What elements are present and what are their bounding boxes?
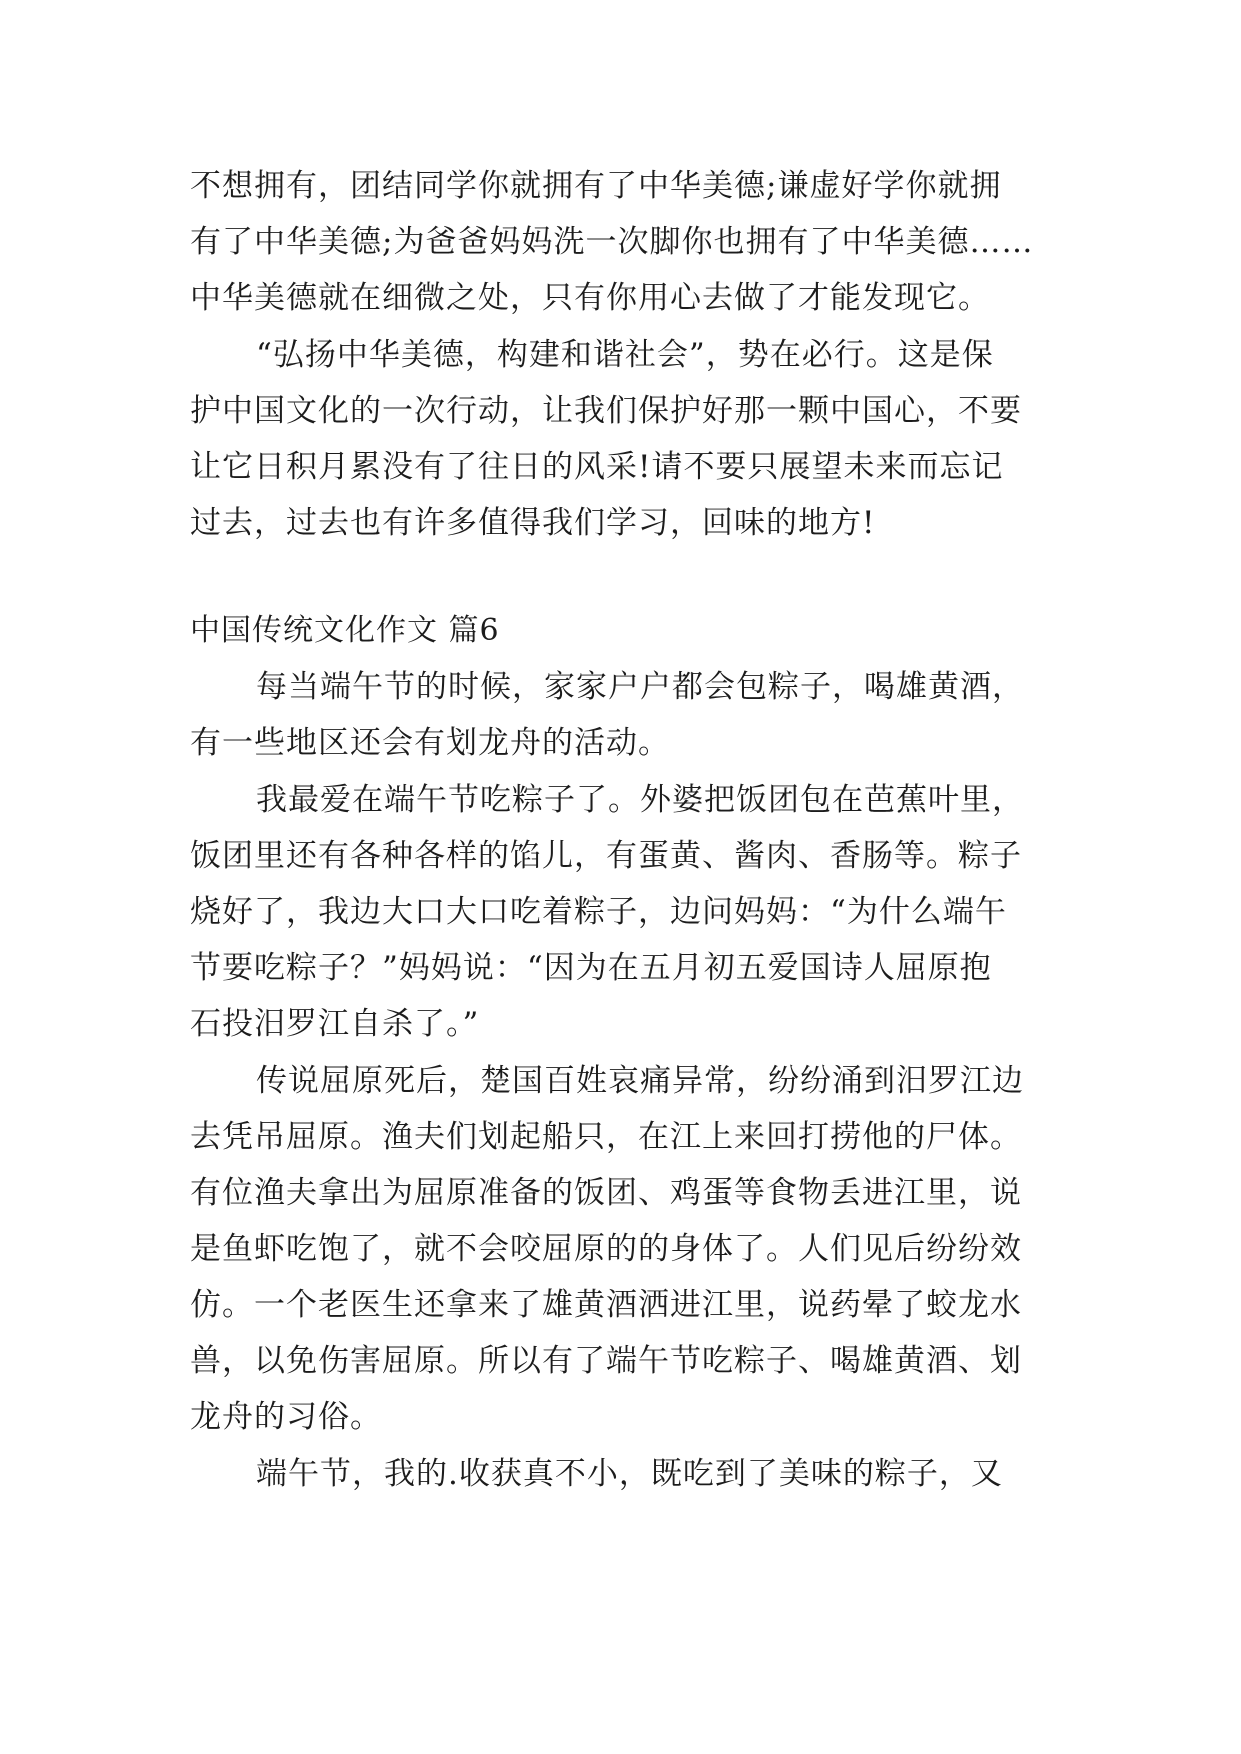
paragraph-3-line-1: 每当端午节的时候，家家户户都会包粽子，喝雄黄酒， <box>256 669 1024 705</box>
paragraph-5-line-4: 是鱼虾吃饱了，就不会咬屈原的的身体了。人们见后纷纷效 <box>190 1231 1022 1267</box>
paragraph-6-line-1: 端午节，我的.收获真不小，既吃到了美味的粽子，又 <box>256 1456 1003 1492</box>
paragraph-5-line-6: 兽，以免伤害屈原。所以有了端午节吃粽子、喝雄黄酒、划 <box>190 1343 1022 1379</box>
paragraph-5-line-2: 去凭吊屈原。渔夫们划起船只，在江上来回打捞他的尸体。 <box>190 1119 1022 1155</box>
paragraph-5-line-5: 仿。一个老医生还拿来了雄黄酒洒进江里，说药晕了蛟龙水 <box>190 1287 1022 1323</box>
paragraph-2-line-3: 让它日积月累没有了往日的风采!请不要只展望未来而忘记 <box>190 449 1004 485</box>
paragraph-2-line-4: 过去，过去也有许多值得我们学习，回味的地方! <box>190 505 876 541</box>
paragraph-4-line-3: 烧好了，我边大口大口吃着粽子，边问妈妈：“为什么端午 <box>190 894 1007 930</box>
paragraph-3-line-2: 有一些地区还会有划龙舟的活动。 <box>190 725 670 761</box>
paragraph-1-line-3: 中华美德就在细微之处，只有你用心去做了才能发现它。 <box>190 280 990 316</box>
paragraph-1-line-1: 不想拥有，团结同学你就拥有了中华美德;谦虚好学你就拥 <box>190 168 1002 204</box>
paragraph-4-line-4: 节要吃粽子？”妈妈说：“因为在五月初五爱国诗人屈原抱 <box>190 950 992 986</box>
paragraph-5-line-1: 传说屈原死后，楚国百姓哀痛异常，纷纷涌到汨罗江边 <box>256 1063 1024 1099</box>
paragraph-2-line-1: “弘扬中华美德，构建和谐社会”，势在必行。这是保 <box>256 337 994 373</box>
paragraph-5-line-7: 龙舟的习俗。 <box>190 1399 382 1435</box>
paragraph-1-line-2: 有了中华美德;为爸爸妈妈洗一次脚你也拥有了中华美德…… <box>190 224 1034 260</box>
paragraph-4-line-2: 饭团里还有各种各样的馅儿，有蛋黄、酱肉、香肠等。粽子 <box>190 838 1022 874</box>
paragraph-5-line-3: 有位渔夫拿出为屈原准备的饭团、鸡蛋等食物丢进江里，说 <box>190 1175 1022 1211</box>
section-heading: 中国传统文化作文 篇6 <box>190 613 500 648</box>
paragraph-4-line-1: 我最爱在端午节吃粽子了。外婆把饭团包在芭蕉叶里， <box>256 782 1024 818</box>
paragraph-2-line-2: 护中国文化的一次行动，让我们保护好那一颗中国心，不要 <box>190 393 1022 429</box>
paragraph-4-line-5: 石投汨罗江自杀了。” <box>190 1006 480 1042</box>
